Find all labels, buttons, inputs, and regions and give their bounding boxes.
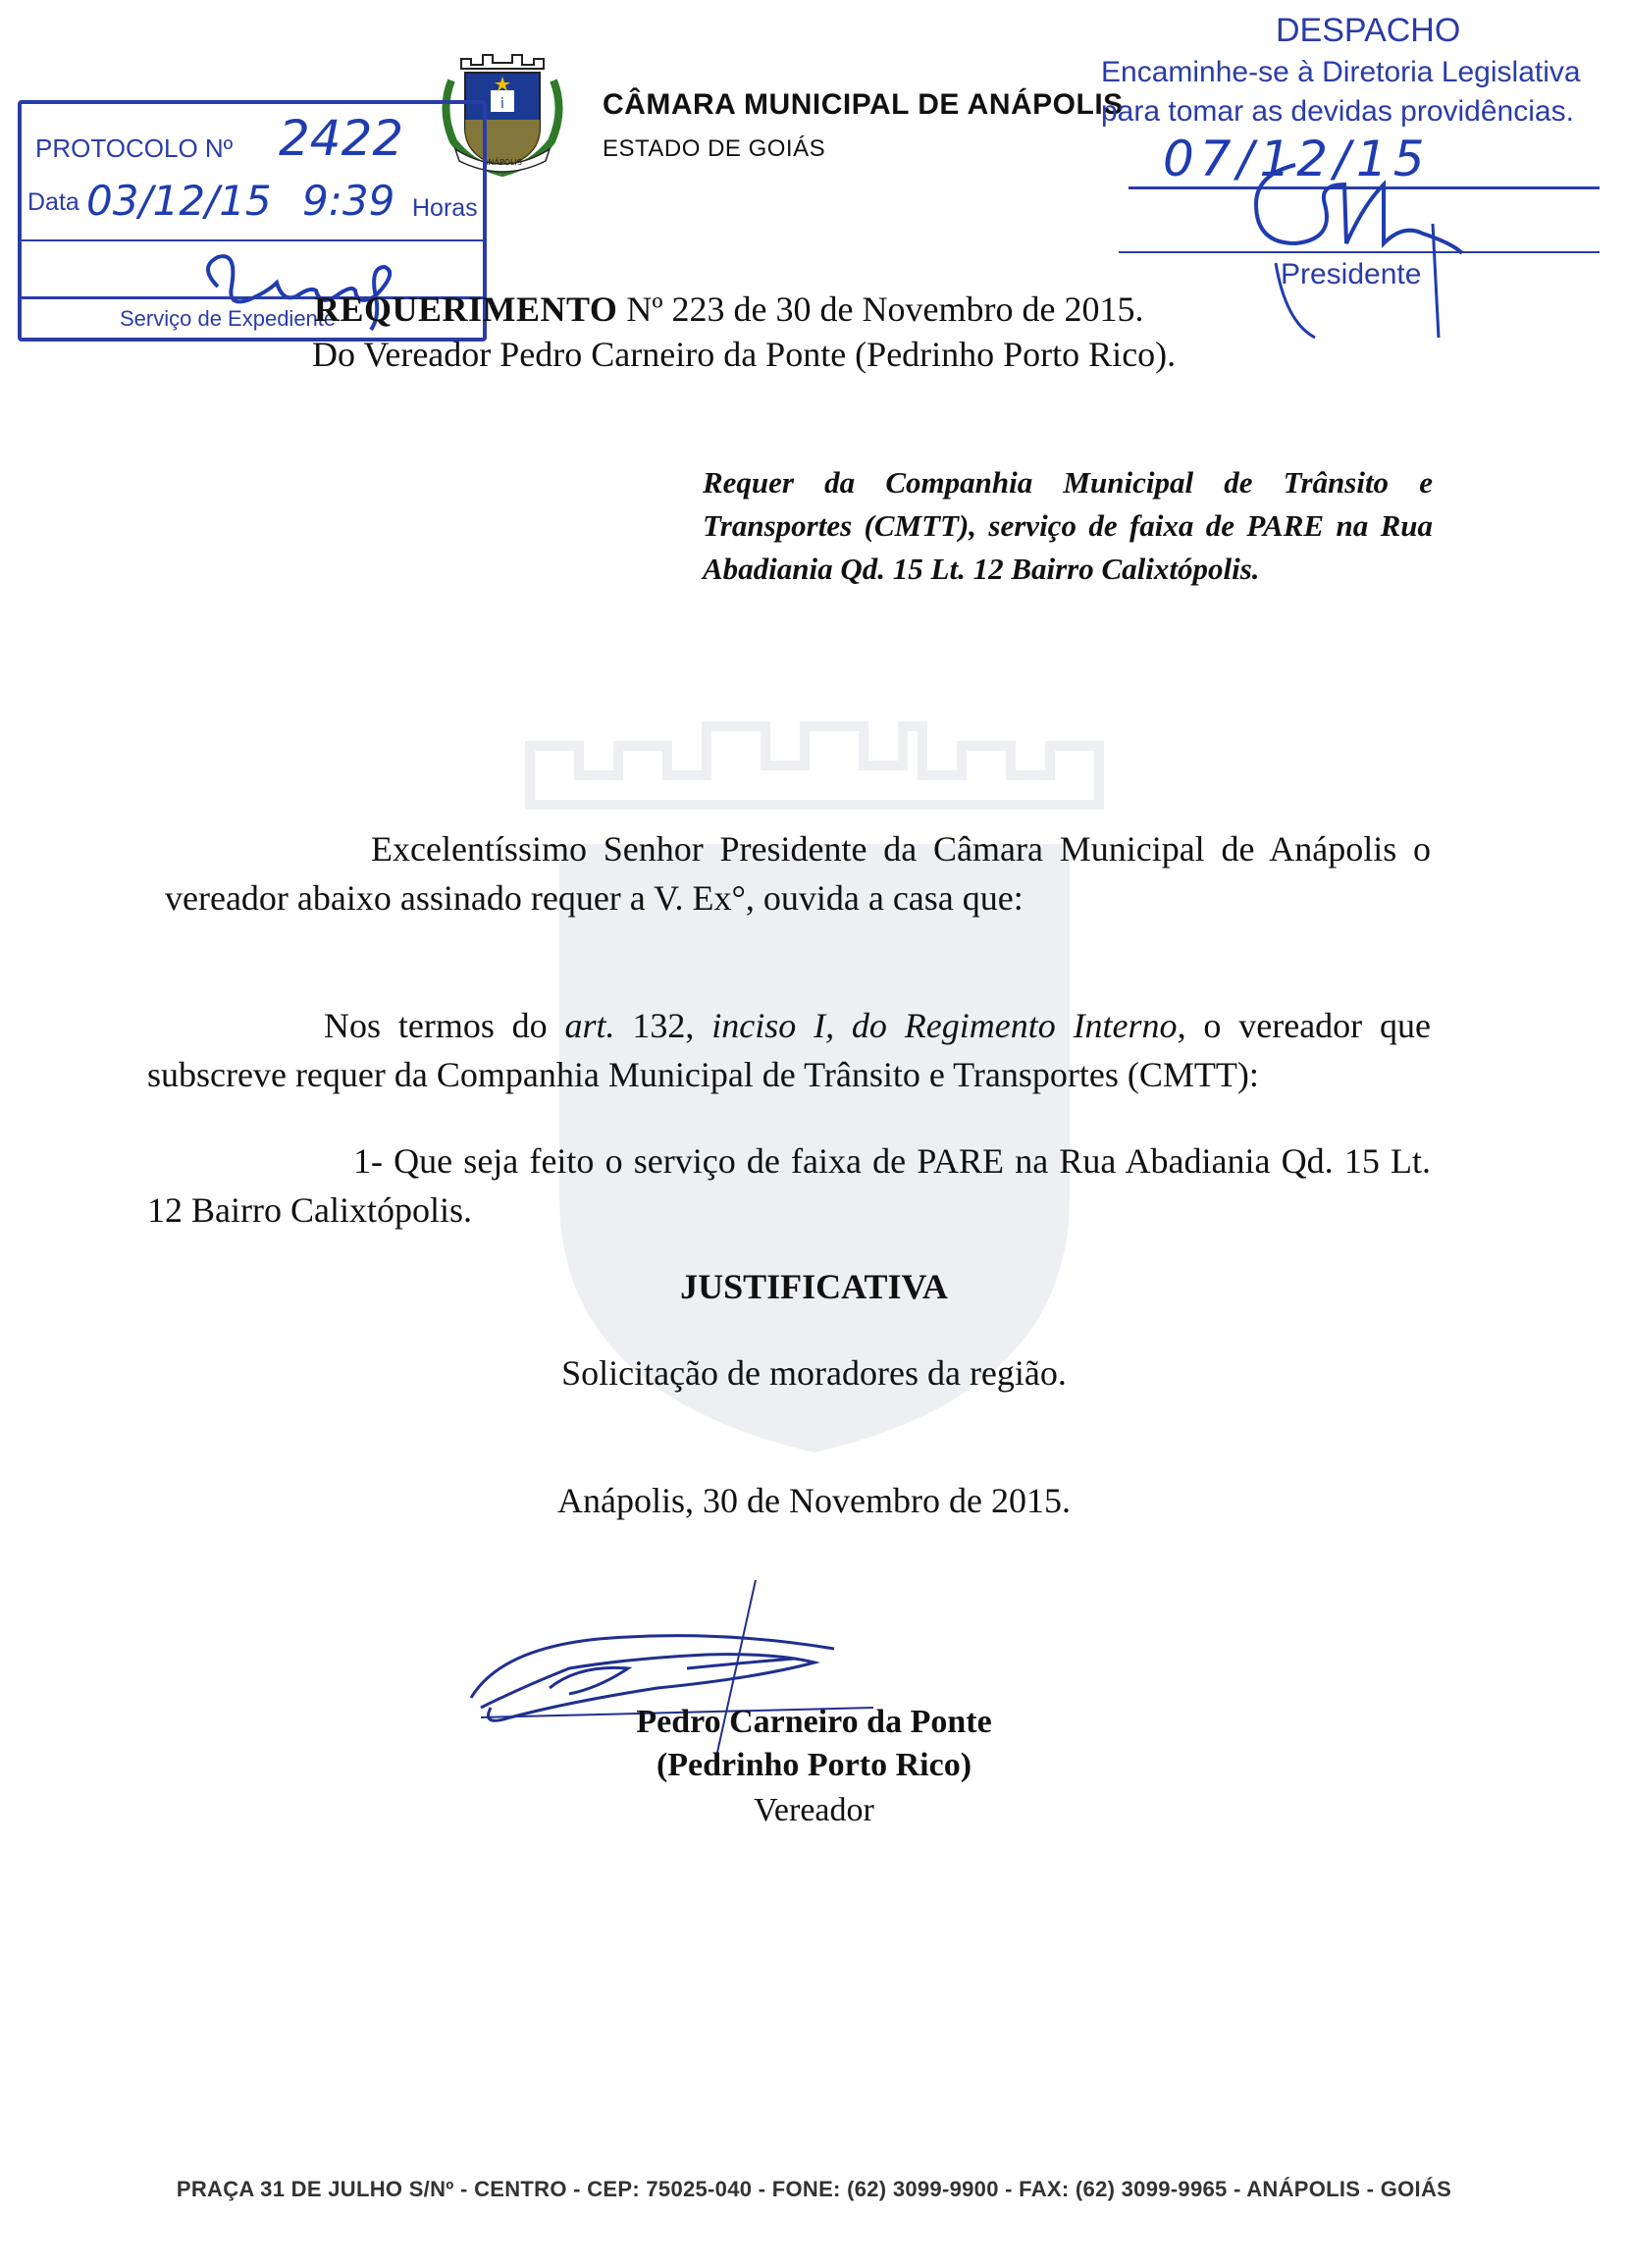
footer-address: PRAÇA 31 DE JULHO S/Nº - CENTRO - CEP: 75025-040 - FONE: (62) 3099-9900 - FAX: (62) 3099-9965 - ANÁPOLIS - GOIÁS — [176, 2177, 1452, 2201]
despacho-title: DESPACHO — [1276, 12, 1461, 49]
despacho-stamp — [1089, 8, 1624, 342]
p2-text: , o vereador que subscreve requer da Companhia Municipal de Trânsito e Transportes (CMTT): — [147, 1006, 1431, 1094]
organization-state: ESTADO DE GOIÁS — [603, 135, 826, 162]
despacho-divider — [1119, 251, 1600, 253]
justificativa-text: Solicitação de moradores da região. — [561, 1353, 1067, 1393]
protocol-time: 9:39 — [302, 177, 395, 225]
requerimento-heading — [314, 289, 1143, 330]
author-line: Do Vereador Pedro Carneiro da Ponte (Pedrinho Porto Rico). — [312, 335, 1177, 374]
justificativa-title: JUSTIFICATIVA — [680, 1267, 948, 1306]
signer-role: Vereador — [754, 1792, 874, 1828]
despacho-role: Presidente — [1281, 258, 1422, 290]
p2-text: 132, — [614, 1006, 712, 1045]
place-date-line: Anápolis, 30 de Novembro de 2015. — [557, 1481, 1071, 1520]
organization-name: CÂMARA MUNICIPAL DE ANÁPOLIS — [603, 88, 1124, 121]
ementa: Requer da Companhia Municipal de Trânsito e Transportes (CMTT), serviço de faixa de PARE na Rua Abadiania Qd. 15 Lt. 12 Bairro Calixtópolis. — [703, 465, 1433, 586]
request-item: 1- Que seja feito o serviço de faixa de PARE na Rua Abadiania Qd. 15 Lt. 12 Bairro Calixtópolis. — [147, 1141, 1431, 1230]
requerimento-title: REQUERIMENTO — [314, 290, 618, 329]
protocol-service: Serviço de Expediente — [120, 306, 337, 331]
protocol-hours-label: Horas — [412, 194, 478, 222]
protocol-date-label: Data — [27, 188, 79, 216]
svg-text:i: i — [500, 96, 504, 112]
legal-basis-paragraph — [147, 1001, 1431, 1099]
p2-art: art. — [564, 1006, 615, 1045]
requerimento-number: Nº 223 de 30 de Novembro de 2015. — [617, 290, 1144, 329]
salutation-paragraph: Excelentíssimo Senhor Presidente da Câmara Municipal de Anápolis o vereador abaixo assinado requer a V. Ex°, ouvida a casa que: — [165, 829, 1431, 918]
p2-text: Nos termos do — [324, 1006, 565, 1045]
svg-text:ANÁPOLIS: ANÁPOLIS — [483, 158, 522, 167]
protocol-label: PROTOCOLO Nº — [35, 133, 234, 163]
despacho-signature — [1236, 145, 1472, 342]
signer-nickname: (Pedrinho Porto Rico) — [656, 1747, 972, 1783]
protocol-number: 2422 — [279, 110, 404, 167]
despacho-date: 07/12/15 — [1163, 131, 1431, 187]
p2-regimento: inciso I, do Regimento Interno — [711, 1006, 1178, 1045]
signer-name: Pedro Carneiro da Ponte — [636, 1704, 992, 1740]
despacho-text: Encaminhe-se à Diretoria Legislativa para tomar as devidas providências. — [1101, 56, 1581, 128]
protocol-date: 03/12/15 — [86, 177, 272, 225]
